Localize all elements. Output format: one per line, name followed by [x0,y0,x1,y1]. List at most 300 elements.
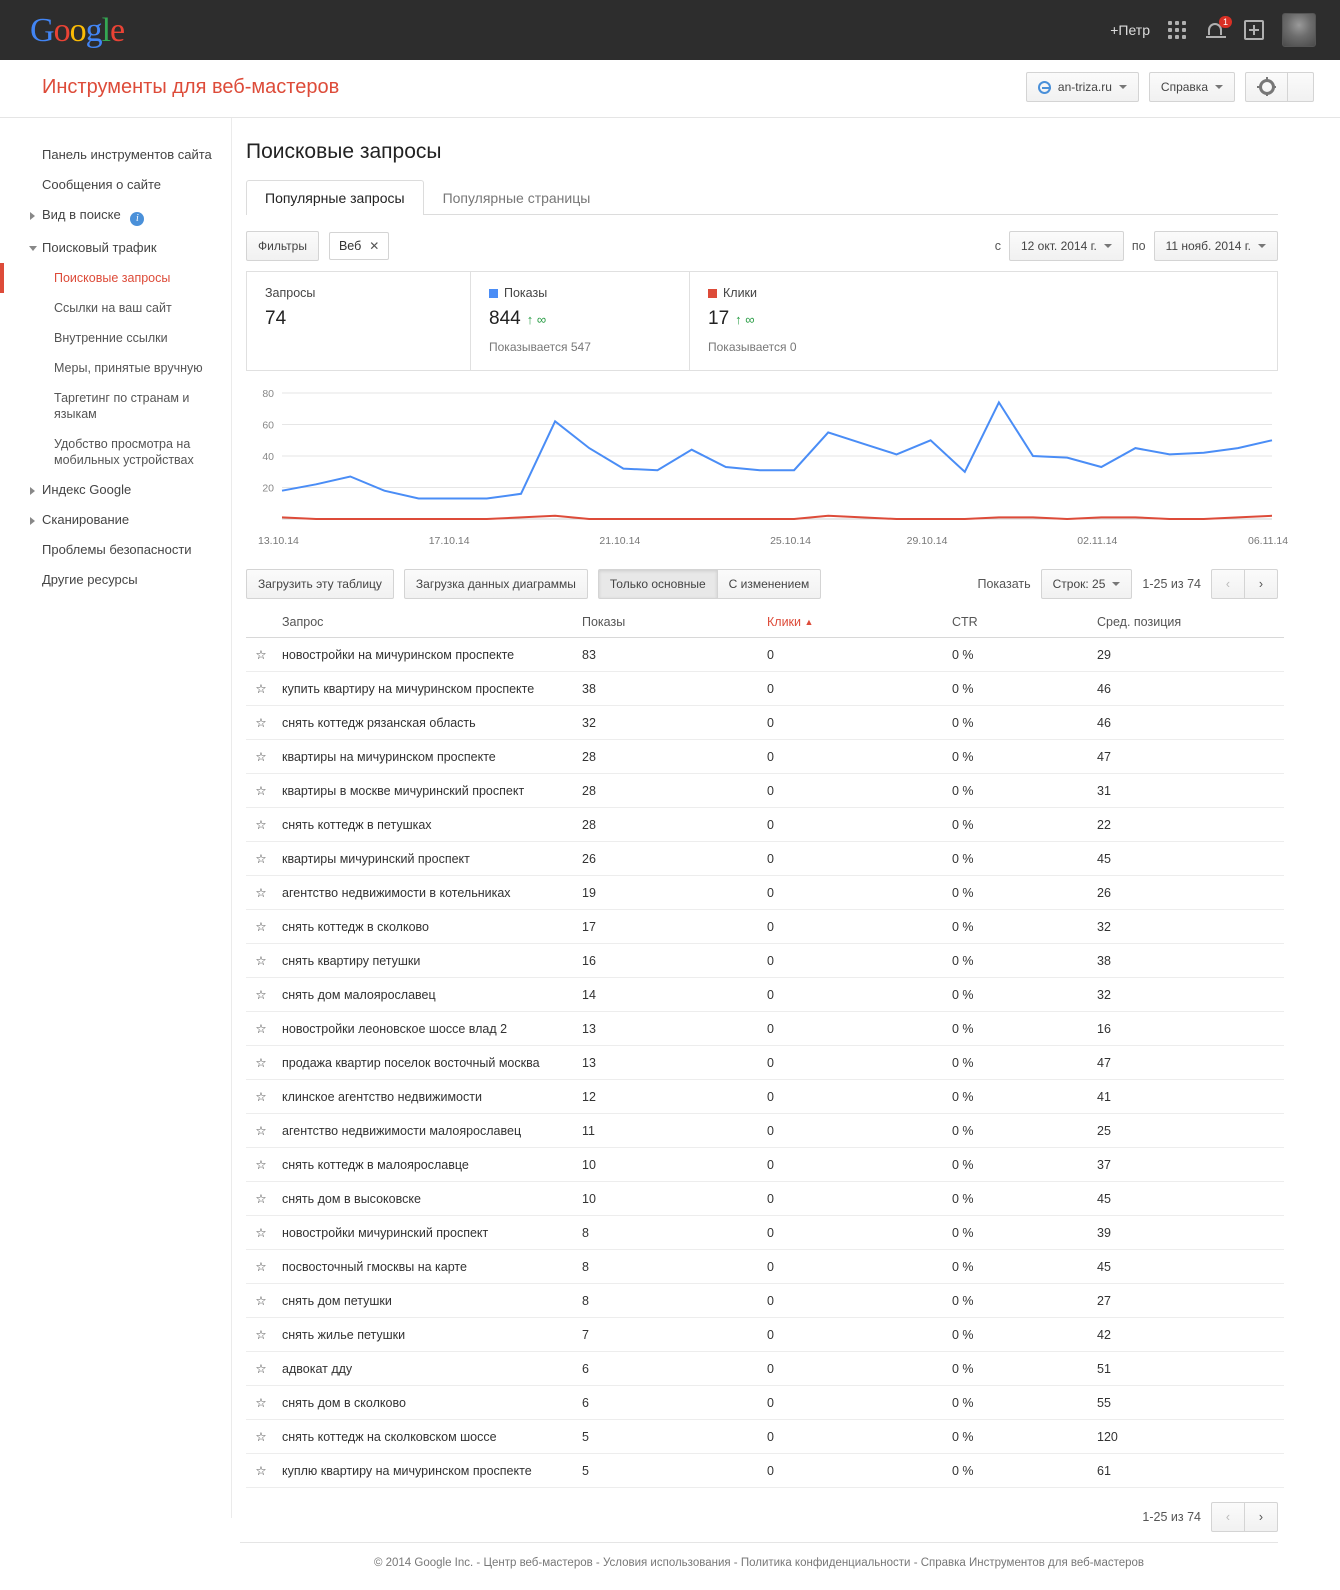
cell-clicks: 0 [761,706,946,740]
sidebar-item-label: Вид в поиске [42,207,121,222]
cell-position: 120 [1091,1420,1284,1454]
logo-letter: o [53,12,70,49]
column-header-clicks-label: Клики [767,615,802,629]
sidebar-item-google-index[interactable] [0,475,231,505]
table-pagination-controls [977,569,1278,599]
cell-ctr: 0 % [946,1284,1091,1318]
star-icon[interactable]: ☆ [246,808,276,842]
chevron-down-icon [1104,244,1112,248]
help-button[interactable] [1149,72,1235,102]
cell-query: продажа квартир поселок восточный москва [276,1046,576,1080]
chart-y-tick-label: 80 [262,388,274,400]
cell-clicks: 0 [761,1454,946,1488]
cell-ctr: 0 % [946,1046,1091,1080]
chevron-down-icon [1112,582,1120,586]
apps-grid-icon[interactable] [1168,21,1186,39]
queries-table-head [246,607,1284,638]
sidebar-item-crawl[interactable] [0,505,231,535]
chevron-right-icon [30,487,35,495]
star-icon[interactable]: ☆ [246,978,276,1012]
cell-impressions: 8 [576,1250,761,1284]
sort-ascending-icon: ▲ [804,617,814,627]
sidebar-item-other-resources[interactable] [0,565,231,595]
chart-y-tick-label: 60 [262,419,274,432]
settings-button[interactable] [1245,72,1314,102]
column-header-ctr[interactable]: CTR [946,607,1091,638]
sidebar-item-manual-actions[interactable] [0,353,231,383]
chart-y-tick-label: 20 [262,482,274,495]
view-toggle-group [598,569,821,599]
sidebar-item-search-queries[interactable] [0,263,231,293]
sidebar-item-label: Удобство просмотра на мобильных устройствах [54,437,194,467]
star-icon[interactable]: ☆ [246,706,276,740]
table-row[interactable] [246,1182,1284,1216]
cell-clicks: 0 [761,740,946,774]
header-actions [1026,72,1314,102]
logo-letter: e [110,12,125,49]
cell-position: 41 [1091,1080,1284,1114]
cell-query: квартиры в москве мичуринский проспект [276,774,576,808]
help-label: Справка [1160,80,1208,94]
cell-impressions: 28 [576,740,761,774]
cell-ctr: 0 % [946,1216,1091,1250]
app-header [0,60,1340,118]
sidebar-item-international-targeting[interactable] [0,383,231,429]
cell-query: снять коттедж на сколковском шоссе [276,1420,576,1454]
footer-link-help[interactable]: Справка Инструментов для веб-мастеров [920,1557,1145,1569]
stat-queries-value: 74 [265,308,287,329]
date-to-button[interactable] [1154,231,1278,261]
column-header-position[interactable]: Сред. позиция [1091,607,1284,638]
close-icon[interactable]: ✕ [369,239,380,253]
cell-query: новостройки мичуринский проспект [276,1216,576,1250]
cell-ctr: 0 % [946,1250,1091,1284]
cell-impressions: 8 [576,1216,761,1250]
cell-query: снять квартиру петушки [276,944,576,978]
sidebar-item-internal-links[interactable] [0,323,231,353]
table-row[interactable] [246,1386,1284,1420]
chevron-right-icon [30,517,35,525]
only-main-label: Только основные [609,577,706,591]
star-icon[interactable]: ☆ [246,740,276,774]
cell-impressions: 14 [576,978,761,1012]
sidebar-item-security-issues[interactable] [0,535,231,565]
cell-ctr: 0 % [946,1454,1091,1488]
legend-swatch-clicks-icon [708,289,717,298]
cell-clicks: 0 [761,808,946,842]
traffic-chart [246,385,1278,535]
cell-query: снять коттедж рязанская область [276,706,576,740]
cell-impressions: 19 [576,876,761,910]
cell-ctr: 0 % [946,944,1091,978]
filter-row [246,231,1278,261]
table-row[interactable] [246,638,1284,672]
footer-copyright: © 2014 Google Inc. [373,1557,474,1569]
cell-query: снять жилье петушки [276,1318,576,1352]
cell-impressions: 38 [576,672,761,706]
stat-clicks-value: 17 [708,308,730,329]
star-icon[interactable]: ☆ [246,876,276,910]
only-main-button[interactable] [598,569,718,599]
cell-impressions: 32 [576,706,761,740]
account-name[interactable]: +Петр [1110,22,1150,38]
table-row[interactable] [246,910,1284,944]
cell-clicks: 0 [761,1114,946,1148]
star-icon[interactable]: ☆ [246,1216,276,1250]
column-header-query[interactable]: Запрос [276,607,576,638]
cell-query: куплю квартиру на мичуринском проспекте [276,1454,576,1488]
sidebar-item-search-traffic[interactable] [0,233,231,263]
chart-x-tick-label: 29.10.14 [906,535,948,547]
table-row[interactable] [246,1284,1284,1318]
tab-top-pages[interactable] [424,180,610,215]
stat-queries [247,272,470,370]
chevron-down-icon [1119,85,1127,89]
stat-impressions-label [489,286,671,300]
prev-page-button[interactable]: ‹ [1211,569,1245,599]
table-row[interactable] [246,1454,1284,1488]
table-row[interactable] [246,842,1284,876]
sidebar-item-search-appearance[interactable] [0,200,231,233]
cell-impressions: 10 [576,1182,761,1216]
table-row[interactable] [246,1114,1284,1148]
cell-position: 46 [1091,672,1284,706]
cell-impressions: 28 [576,774,761,808]
cell-position: 45 [1091,1250,1284,1284]
bell-icon[interactable] [1204,17,1226,43]
sidebar-item-label: Внутренние ссылки [54,331,168,345]
star-icon[interactable]: ☆ [246,1080,276,1114]
cell-position: 26 [1091,876,1284,910]
star-column-header [246,607,276,638]
column-header-impressions[interactable]: Показы [576,607,761,638]
cell-clicks: 0 [761,1080,946,1114]
cell-clicks: 0 [761,1420,946,1454]
chart-x-axis-labels [246,535,1289,551]
cell-clicks: 0 [761,1012,946,1046]
site-selector-button[interactable] [1026,72,1139,102]
main-content [232,118,1340,1569]
cell-ctr: 0 % [946,1012,1091,1046]
table-row[interactable] [246,740,1284,774]
cell-impressions: 8 [576,1284,761,1318]
sidebar-item-label: Сообщения о сайте [42,177,162,192]
bottom-prev-page-button[interactable]: ‹ [1211,1502,1245,1532]
sidebar-item-label: Панель инструментов сайта [42,147,212,162]
share-icon[interactable] [1244,20,1264,40]
filter-chip-web[interactable] [329,232,389,260]
stat-impressions-sub: Показывается 547 [489,340,591,354]
date-from-value: 12 окт. 2014 г. [1021,239,1097,253]
cell-clicks: 0 [761,1250,946,1284]
star-icon[interactable]: ☆ [246,1386,276,1420]
table-row[interactable] [246,978,1284,1012]
cell-query: снять дом малоярославец [276,978,576,1012]
tabs [246,180,1278,215]
table-row[interactable] [246,1216,1284,1250]
filters-button[interactable] [246,231,319,261]
rows-per-page-select[interactable] [1041,569,1133,599]
cell-position: 47 [1091,1046,1284,1080]
footer-link-webmaster-central[interactable]: Центр веб-мастеров [483,1557,593,1569]
summary-stats [246,271,1278,371]
cell-clicks: 0 [761,978,946,1012]
stat-impressions [470,272,689,370]
cell-impressions: 13 [576,1012,761,1046]
table-row[interactable] [246,1012,1284,1046]
cell-ctr: 0 % [946,910,1091,944]
cell-query: снять дом в высоковске [276,1182,576,1216]
cell-ctr: 0 % [946,1318,1091,1352]
info-icon[interactable]: i [130,212,144,226]
sidebar-item-dashboard[interactable] [0,140,231,170]
cell-ctr: 0 % [946,808,1091,842]
bottom-next-page-button[interactable]: › [1244,1502,1278,1532]
cell-position: 61 [1091,1454,1284,1488]
sidebar-item-messages[interactable] [0,170,231,200]
star-icon[interactable]: ☆ [246,1284,276,1318]
cell-position: 46 [1091,706,1284,740]
cell-impressions: 10 [576,1148,761,1182]
table-row[interactable] [246,774,1284,808]
cell-position: 45 [1091,842,1284,876]
chevron-down-icon [1258,244,1266,248]
sidebar-item-links-to-site[interactable] [0,293,231,323]
notification-badge: 1 [1219,16,1232,28]
cell-clicks: 0 [761,842,946,876]
cell-clicks: 0 [761,1148,946,1182]
cell-position: 31 [1091,774,1284,808]
top-bar-actions [1110,0,1316,60]
filter-chip-label: Веб [338,239,362,253]
cell-position: 22 [1091,808,1284,842]
star-icon[interactable]: ☆ [246,1114,276,1148]
star-icon[interactable]: ☆ [246,944,276,978]
footer-link-terms[interactable]: Условия использования [602,1557,731,1569]
cell-query: снять дом петушки [276,1284,576,1318]
cell-query: снять дом в сколково [276,1386,576,1420]
cell-clicks: 0 [761,944,946,978]
download-chart-data-button[interactable] [404,569,588,599]
google-top-bar [0,0,1340,60]
cell-impressions: 13 [576,1046,761,1080]
sidebar-item-label: Меры, принятые вручную [54,361,203,375]
logo-letter: l [101,12,111,49]
cell-ctr: 0 % [946,1386,1091,1420]
stat-impressions-value: 844 [489,308,521,329]
cell-impressions: 5 [576,1420,761,1454]
bottom-result-range: 1-25 из 74 [1142,1510,1201,1524]
stat-impressions-delta: ↑ ∞ [526,312,547,327]
cell-query: клинское агентство недвижимости [276,1080,576,1114]
cell-clicks: 0 [761,1216,946,1250]
cell-position: 32 [1091,978,1284,1012]
date-to-value: 11 нояб. 2014 г. [1165,239,1251,253]
cell-query: снять коттедж в малоярославце [276,1148,576,1182]
cell-impressions: 17 [576,910,761,944]
cell-ctr: 0 % [946,978,1091,1012]
page-app-title: Инструменты для веб-мастеров [42,76,340,98]
cell-position: 38 [1091,944,1284,978]
column-header-clicks[interactable] [761,607,946,638]
cell-position: 32 [1091,910,1284,944]
star-icon[interactable]: ☆ [246,638,276,672]
show-label: Показать [977,577,1031,591]
logo-letter: o [69,12,86,49]
table-controls [246,569,1278,599]
star-icon[interactable]: ☆ [246,1352,276,1386]
star-icon[interactable]: ☆ [246,1182,276,1216]
table-row[interactable] [246,1420,1284,1454]
cell-clicks: 0 [761,1386,946,1420]
star-icon[interactable]: ☆ [246,1318,276,1352]
chart-x-tick-label: 25.10.14 [770,535,811,547]
date-from-label: с [994,239,1001,253]
table-row[interactable] [246,1250,1284,1284]
star-icon[interactable]: ☆ [246,672,276,706]
chart-x-tick-label: 21.10.14 [599,535,641,547]
star-icon[interactable]: ☆ [246,1420,276,1454]
site-icon [1038,81,1051,94]
star-icon[interactable]: ☆ [246,1454,276,1488]
cell-ctr: 0 % [946,672,1091,706]
cell-position: 37 [1091,1148,1284,1182]
chart-y-tick-label: 40 [262,451,274,463]
stat-clicks-sub: Показывается 0 [708,340,797,354]
table-row[interactable] [246,1148,1284,1182]
cell-ctr: 0 % [946,1420,1091,1454]
star-icon[interactable]: ☆ [246,774,276,808]
page-layout [0,118,1340,1569]
result-range: 1-25 из 74 [1142,577,1201,591]
table-row[interactable] [246,1080,1284,1114]
legend-swatch-impressions-icon [489,289,498,298]
settings-dropdown-toggle[interactable] [1288,73,1313,101]
star-icon[interactable]: ☆ [246,1012,276,1046]
cell-query: снять коттедж в петушках [276,808,576,842]
cell-clicks: 0 [761,1284,946,1318]
star-icon[interactable]: ☆ [246,910,276,944]
cell-ctr: 0 % [946,1182,1091,1216]
sidebar-item-label: Сканирование [42,512,130,527]
chart-x-tick-label: 06.11.14 [1248,535,1289,547]
bottom-pager-buttons [1211,1502,1278,1532]
sidebar-item-label: Ссылки на ваш сайт [54,301,172,315]
table-header-row [246,607,1284,638]
star-icon[interactable]: ☆ [246,1250,276,1284]
gear-icon-wrap[interactable] [1246,73,1288,101]
cell-impressions: 26 [576,842,761,876]
cell-position: 42 [1091,1318,1284,1352]
cell-query: агентство недвижимости в котельниках [276,876,576,910]
cell-position: 51 [1091,1352,1284,1386]
sidebar [0,118,232,1518]
footer-link-privacy[interactable]: Политика конфиденциальности [740,1557,911,1569]
table-row[interactable] [246,876,1284,910]
download-table-label: Загрузить эту таблицу [258,577,382,591]
chevron-right-icon [30,212,35,220]
sidebar-item-label: Поисковые запросы [54,271,171,285]
sidebar-item-label: Проблемы безопасности [42,542,192,557]
stat-queries-label: Запросы [265,286,316,300]
star-icon[interactable]: ☆ [246,1148,276,1182]
table-row[interactable] [246,1352,1284,1386]
stat-clicks-label [708,286,886,300]
cell-position: 55 [1091,1386,1284,1420]
cell-clicks: 0 [761,672,946,706]
tab-label: Популярные страницы [442,190,591,206]
cell-clicks: 0 [761,910,946,944]
download-chart-label: Загрузка данных диаграммы [415,577,576,591]
avatar[interactable] [1282,13,1316,47]
table-row[interactable] [246,808,1284,842]
cell-impressions: 6 [576,1352,761,1386]
with-change-label: С изменением [728,577,810,591]
cell-impressions: 12 [576,1080,761,1114]
star-icon[interactable]: ☆ [246,842,276,876]
filters-label: Фильтры [258,239,307,253]
cell-clicks: 0 [761,1352,946,1386]
table-row[interactable] [246,1046,1284,1080]
with-change-button[interactable] [717,569,822,599]
cell-position: 25 [1091,1114,1284,1148]
cell-ctr: 0 % [946,1352,1091,1386]
sidebar-item-mobile-usability[interactable] [0,429,231,475]
sidebar-item-label: Другие ресурсы [42,572,138,587]
cell-query: адвокат дду [276,1352,576,1386]
chevron-down-icon [1215,85,1223,89]
page-title: Поисковые запросы [246,140,442,163]
cell-impressions: 28 [576,808,761,842]
cell-ctr: 0 % [946,1114,1091,1148]
tab-top-queries[interactable] [246,180,424,215]
star-icon[interactable]: ☆ [246,1046,276,1080]
footer: © 2014 Google Inc. - Центр веб-мастеров - Условия использования - Политика конфиденциальности - Справка Инструментов для веб-мастеров [240,1542,1278,1569]
tab-label: Популярные запросы [265,190,405,206]
queries-table-body [246,638,1284,1488]
cell-ctr: 0 % [946,1080,1091,1114]
bottom-pagination [246,1502,1278,1532]
cell-position: 45 [1091,1182,1284,1216]
cell-query: квартиры на мичуринском проспекте [276,740,576,774]
next-page-button[interactable]: › [1244,569,1278,599]
table-row[interactable] [246,944,1284,978]
cell-query: новостройки на мичуринском проспекте [276,638,576,672]
table-row[interactable] [246,1318,1284,1352]
site-selector-label: an-triza.ru [1057,80,1112,94]
stat-clicks [689,272,904,370]
stat-impressions-name: Показы [504,286,548,300]
cell-query: агентство недвижимости малоярославец [276,1114,576,1148]
date-from-button[interactable] [1009,231,1124,261]
cell-ctr: 0 % [946,706,1091,740]
chevron-down-icon [29,246,37,255]
pager [1211,569,1278,599]
cell-clicks: 0 [761,1318,946,1352]
sidebar-item-label: Поисковый трафик [42,240,157,255]
gear-icon [1259,79,1275,95]
cell-ctr: 0 % [946,842,1091,876]
queries-table [246,607,1284,1488]
table-row[interactable] [246,672,1284,706]
chart-x-tick-label: 02.11.14 [1077,535,1118,547]
stat-clicks-delta: ↑ ∞ [735,312,755,327]
google-logo[interactable] [30,12,124,50]
cell-clicks: 0 [761,876,946,910]
table-row[interactable] [246,706,1284,740]
download-table-button[interactable] [246,569,394,599]
chart-series-impressions [282,402,1272,498]
